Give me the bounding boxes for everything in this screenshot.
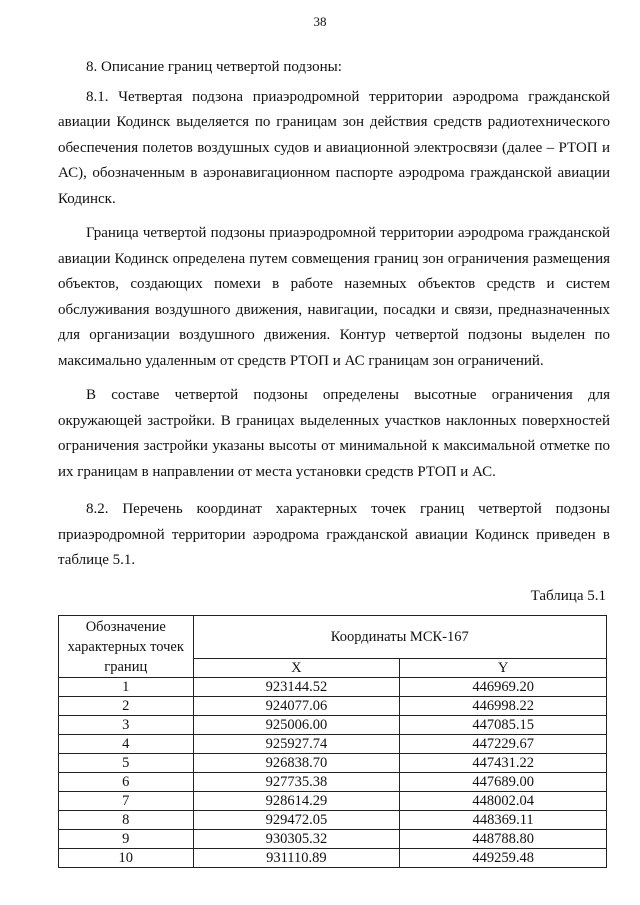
cell-y: 447229.67 [400, 735, 607, 754]
coordinates-table [58, 615, 607, 868]
cell-point: 4 [59, 735, 194, 754]
header-point: Обозначение характерных точек границ [59, 616, 194, 678]
header-x: X [193, 659, 400, 678]
cell-x: 931110.89 [193, 849, 400, 868]
cell-y: 448002.04 [400, 792, 607, 811]
cell-point: 2 [59, 697, 194, 716]
cell-y: 449259.48 [400, 849, 607, 868]
cell-y: 448788.80 [400, 830, 607, 849]
paragraph-height-limits: В составе четвертой подзоны определены высотные ограничения для окружающей застройки. В границах выделенных участков наклонных поверхностей ограничения застройки указаны высоты от минимальной к максимальной отметке по их границам в направлении от места установки средств РТОП и АС. [58, 387, 610, 480]
paragraph-8-1: 8.1. Четвертая подзона приаэродромной территории аэродрома гражданской авиации Кодинск выделяется по границам зон действия средств радиотехнического обеспечения полетов воздушных судов и авиационной электросвязи (далее – РТОП и АС), обозначенным в аэронавигационном паспорте аэродрома гражданской авиации Кодинск. [58, 88, 610, 207]
table-row [59, 849, 607, 868]
paragraph-8-2: 8.2. Перечень координат характерных точек границ четвертой подзоны приаэродромной территории аэродрома гражданской авиации Кодинск приведен в таблице 5.1. [58, 501, 610, 568]
cell-y: 447689.00 [400, 773, 607, 792]
cell-point: 7 [59, 792, 194, 811]
header-coordinates: Координаты МСК-167 [193, 616, 606, 659]
header-y: Y [400, 659, 607, 678]
cell-x: 929472.05 [193, 811, 400, 830]
table-row [59, 697, 607, 716]
cell-x: 926838.70 [193, 754, 400, 773]
cell-y: 448369.11 [400, 811, 607, 830]
table-body [59, 678, 607, 868]
section-heading: 8. Описание границ четвертой подзоны: [86, 59, 342, 75]
cell-y: 446998.22 [400, 697, 607, 716]
cell-x: 930305.32 [193, 830, 400, 849]
cell-point: 9 [59, 830, 194, 849]
table-row [59, 678, 607, 697]
table-header-row [59, 616, 607, 659]
cell-x: 925927.74 [193, 735, 400, 754]
cell-y: 446969.20 [400, 678, 607, 697]
table-row [59, 754, 607, 773]
cell-point: 1 [59, 678, 194, 697]
cell-point: 3 [59, 716, 194, 735]
cell-x: 927735.38 [193, 773, 400, 792]
cell-point: 6 [59, 773, 194, 792]
paragraph-border-definition: Граница четвертой подзоны приаэродромной территории аэродрома гражданской авиации Кодинск определена путем совмещения границ зон ограничения размещения объектов, создающих помехи в работе наземных объектов средств и систем обслуживания воздушного движения, навигации, посадки и связи, предназначенных для организации воздушного движения. Контур четвертой подзоны выделен по максимально удаленным от средств РТОП и АС границам зон ограничений. [58, 225, 610, 369]
table-row [59, 773, 607, 792]
page-number: 38 [313, 14, 327, 29]
cell-x: 924077.06 [193, 697, 400, 716]
cell-x: 923144.52 [193, 678, 400, 697]
cell-x: 928614.29 [193, 792, 400, 811]
table-caption: Таблица 5.1 [530, 587, 606, 604]
table-row [59, 735, 607, 754]
cell-point: 10 [59, 849, 194, 868]
table-row [59, 830, 607, 849]
cell-y: 447431.22 [400, 754, 607, 773]
document-body [58, 55, 610, 868]
table-row [59, 811, 607, 830]
table-row [59, 716, 607, 735]
cell-y: 447085.15 [400, 716, 607, 735]
cell-point: 8 [59, 811, 194, 830]
cell-point: 5 [59, 754, 194, 773]
cell-x: 925006.00 [193, 716, 400, 735]
table-row [59, 792, 607, 811]
